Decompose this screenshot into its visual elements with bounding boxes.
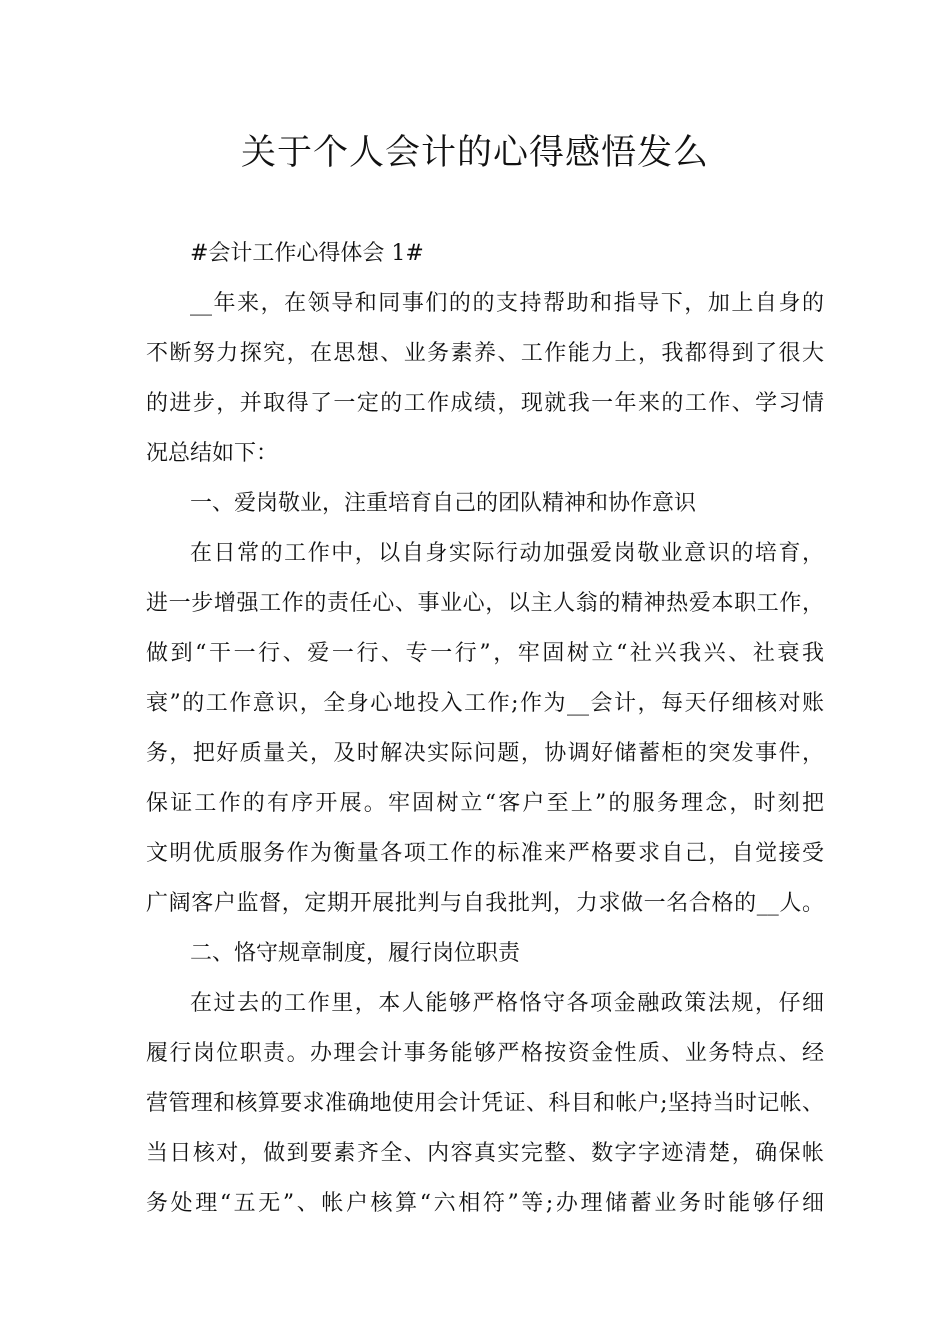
text-line: 务处理“五无”、帐户核算“六相符”等;办理储蓄业务时能够仔细	[146, 1191, 824, 1216]
text-line: 营管理和核算要求准确地使用会计凭证、科目和帐户;坚持当时记帐、	[146, 1091, 824, 1116]
text-line: 履行岗位职责。办理会计事务能够严格按资金性质、业务特点、经	[146, 1041, 824, 1066]
text-line: 进一步增强工作的责任心、事业心，以主人翁的精神热爱本职工作，	[146, 591, 824, 616]
text-line: 在过去的工作里，本人能够严格恪守各项金融政策法规，仔细	[190, 991, 824, 1016]
text-line: 文明优质服务作为衡量各项工作的标准来严格要求自己，自觉接受	[146, 841, 824, 866]
text-line: 保证工作的有序开展。牢固树立“客户至上”的服务理念，时刻把	[146, 791, 824, 816]
text-line: 况总结如下：	[146, 441, 279, 466]
text-line: 当日核对，做到要素齐全、内容真实完整、数字字迹清楚，确保帐	[146, 1141, 824, 1166]
text-line: 二、恪守规章制度，履行岗位职责	[190, 941, 521, 966]
text-line: 做到“干一行、爱一行、专一行”，牢固树立“社兴我兴、社衰我	[146, 641, 824, 666]
text-line: 广阔客户监督，定期开展批判与自我批判，力求做一名合格的__人。	[146, 891, 824, 916]
text-line: __年来，在领导和同事们的的支持帮助和指导下，加上自身的	[190, 291, 824, 316]
text-line: 的进步，并取得了一定的工作成绩，现就我一年来的工作、学习情	[146, 391, 824, 416]
text-line: 一、爱岗敬业，注重培育自己的团队精神和协作意识	[190, 491, 697, 516]
text-line: 衰”的工作意识，全身心地投入工作;作为__会计，每天仔细核对账	[146, 691, 824, 716]
document-title: 关于个人会计的心得感悟发么	[240, 133, 709, 173]
text-line: 不断努力探究，在思想、业务素养、工作能力上，我都得到了很大	[146, 341, 824, 366]
document-body	[146, 229, 824, 1229]
text-line: 在日常的工作中，以自身实际行动加强爱岗敬业意识的培育，	[190, 541, 824, 566]
text-line: 务，把好质量关，及时解决实际问题，协调好储蓄柜的突发事件，	[146, 741, 824, 766]
text-line: #会计工作心得体会 1#	[190, 241, 424, 266]
